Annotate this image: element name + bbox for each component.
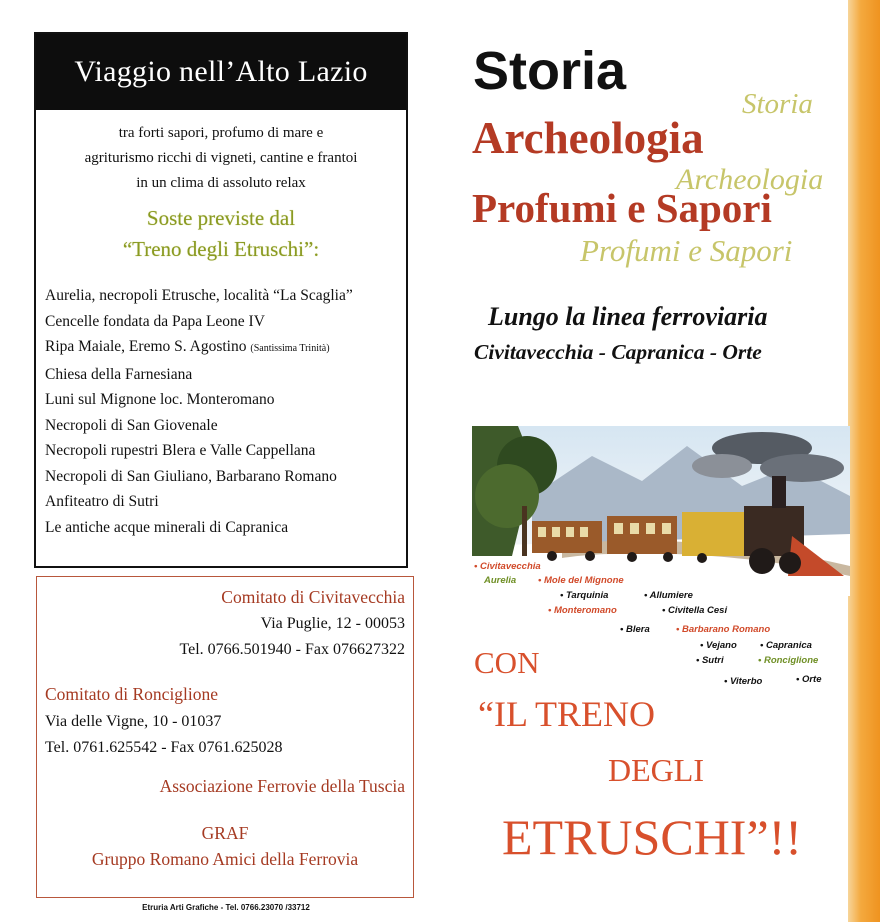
ghost-storia: Storia — [742, 88, 813, 120]
ghost-profumi: Profumi e Sapori — [580, 233, 793, 268]
list-item: Le antiche acque minerali di Capranica — [45, 518, 289, 536]
station-civitella-cesi: • Civitella Cesi — [662, 605, 728, 616]
station-civitavecchia: • Civitavecchia — [474, 561, 541, 572]
station-sutri: • Sutri — [696, 655, 724, 666]
intro-text: tra forti sapori, profumo di mare e agriturismo ricchi di vigneti, cantine e frantoi in un clima di assoluto relax — [84, 125, 358, 191]
list-item: Necropoli rupestri Blera e Valle Cappellana — [45, 442, 316, 459]
station-blera: • Blera — [620, 624, 650, 635]
civitavecchia-phone: Tel. 0766.501940 - Fax 076627322 — [179, 641, 405, 658]
station-viterbo: • Viterbo — [724, 676, 763, 687]
list-item: Necropoli di San Giovenale — [45, 416, 218, 434]
heading-archeologia: Archeologia — [472, 113, 704, 163]
station-aurelia: Aurelia — [484, 575, 517, 586]
list-item: Aurelia, necropoli Etrusche, località “La Scaglia” — [45, 287, 353, 304]
box-title: Viaggio nell’Alto Lazio — [36, 34, 406, 110]
heading-storia: Storia — [473, 41, 627, 101]
station-monteromano: • Monteromano — [548, 605, 617, 616]
civitavecchia-address: Via Puglie, 12 - 00053 — [260, 615, 405, 632]
slogan-con: CON — [474, 645, 540, 680]
association-name: Associazione Ferrovie della Tuscia — [159, 776, 405, 796]
graf-full-name: Gruppo Romano Amici della Ferrovia — [91, 849, 359, 869]
heading-profumi: Profumi e Sapori — [472, 185, 772, 231]
station-ronciglione: • Ronciglione — [758, 655, 819, 666]
civitavecchia-committee: Comitato di Civitavecchia — [221, 587, 405, 607]
ronciglione-address: Via delle Vigne, 10 - 01037 — [45, 713, 222, 730]
list-item: Necropoli di San Giuliano, Barbarano Romano — [45, 467, 337, 485]
printer-imprint: Etruria Arti Grafiche - Tel. 0766.23070 /33712 — [142, 903, 310, 912]
contacts-box — [36, 576, 414, 898]
slogan-etruschi: ETRUSCHI”!! — [502, 809, 802, 865]
list-item: Luni sul Mignone loc. Monteromano — [45, 391, 275, 408]
station-orte: • Orte — [796, 674, 822, 685]
soste-heading: Soste previste dal “Treno degli Etruschi”: — [122, 206, 320, 261]
graf-acronym: GRAF — [201, 823, 249, 843]
stops-list — [45, 283, 406, 540]
list-item: Anfiteatro di Sutri — [45, 493, 159, 510]
ghost-archeologia: Archeologia — [676, 163, 824, 196]
ronciglione-phone: Tel. 0761.625542 - Fax 0761.625028 — [45, 739, 283, 756]
railway-line-title: Lungo la linea ferroviaria — [488, 302, 768, 331]
station-barbarano-romano: • Barbarano Romano — [676, 624, 771, 635]
station-mole-del-mignone: • Mole del Mignone — [538, 575, 624, 586]
list-item: Ripa Maiale, Eremo S. Agostino (Santissima Trinità) — [45, 338, 330, 355]
orange-edge-strip — [848, 0, 880, 922]
slogan-il-treno: “IL TRENO — [478, 694, 655, 734]
slogan-degli: DEGLI — [608, 752, 704, 788]
station-capranica: • Capranica — [760, 640, 812, 651]
station-allumiere: • Allumiere — [644, 590, 693, 601]
railway-route: Civitavecchia - Capranica - Orte — [474, 340, 762, 364]
station-tarquinia: • Tarquinia — [560, 590, 609, 601]
list-item: Chiesa della Farnesiana — [45, 365, 193, 383]
itinerary-box — [34, 32, 408, 568]
stop-note: (Santissima Trinità) — [250, 343, 330, 354]
list-item: Cencelle fondata da Papa Leone IV — [45, 312, 265, 330]
station-vejano: • Vejano — [700, 640, 737, 651]
ronciglione-committee: Comitato di Ronciglione — [45, 684, 219, 704]
